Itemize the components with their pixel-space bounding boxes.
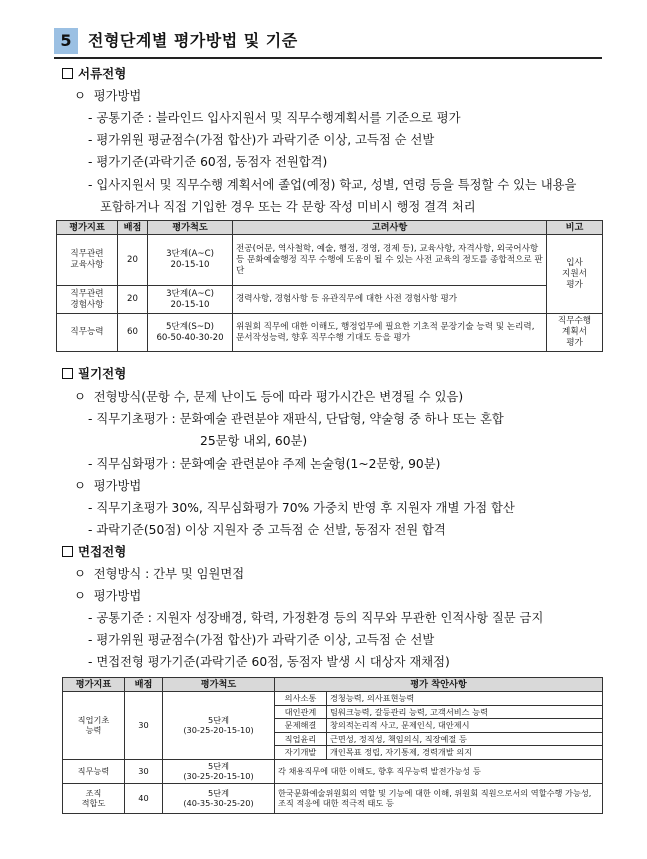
table-row bbox=[57, 235, 603, 286]
scale-cell: 3단계(A~C) 20-15-10 bbox=[148, 286, 233, 314]
interview-method-label: ㅇ 평가방법 bbox=[74, 589, 142, 603]
sub-criterion-cell: 직업윤리 bbox=[275, 732, 327, 746]
score-cell: 30 bbox=[125, 692, 163, 760]
written-deep-line: - 직무심화평가 : 문화예술 관련분야 주제 논술형(1~2문항, 90분) bbox=[88, 457, 441, 471]
section-divider bbox=[54, 57, 602, 59]
note-cell: 직무수행 계획서 평가 bbox=[547, 314, 603, 352]
column-header: 평가 착안사항 bbox=[275, 678, 603, 692]
written-heading: 필기전형 bbox=[62, 365, 126, 383]
table-header-row bbox=[57, 221, 603, 235]
column-header: 배점 bbox=[118, 221, 148, 235]
score-cell: 30 bbox=[125, 759, 163, 783]
criterion-desc-cell: 팀워크능력, 갈등관리 능력, 고객서비스 능력 bbox=[327, 705, 603, 719]
scale-cell: 5단계(S~D) 60-50-40-30-20 bbox=[148, 314, 233, 352]
doc-screening-heading: 서류전형 bbox=[62, 65, 126, 83]
sub-criterion-cell: 문제해결 bbox=[275, 719, 327, 733]
criterion-desc-cell: 한국문화예술위원회의 역할 및 기능에 대한 이해, 위원회 직원으로서의 역할수행 가능성, 조직 적응에 대한 적극적 태도 등 bbox=[275, 783, 603, 813]
column-header: 배점 bbox=[125, 678, 163, 692]
score-cell: 40 bbox=[125, 783, 163, 813]
consider-cell: 전공(어문, 역사철학, 예술, 행정, 경영, 경제 등), 교육사항, 자격사항, 외국어사항 등 문화예술행정 직무 수행에 도움이 될 수 있는 사전 교육의 정도를 종합적으로 판단 bbox=[233, 235, 547, 286]
sub-criterion-cell: 의사소통 bbox=[275, 692, 327, 706]
circle-bullet-icon: ㅇ bbox=[74, 567, 86, 581]
section-header bbox=[54, 28, 602, 58]
criterion-desc-cell: 창의적논리적 사고, 문제인식, 대안제시 bbox=[327, 719, 603, 733]
column-header: 평가지표 bbox=[57, 221, 118, 235]
table-header-row bbox=[63, 678, 603, 692]
written-method-label: ㅇ 평가방법 bbox=[74, 479, 142, 493]
score-cell: 60 bbox=[118, 314, 148, 352]
criterion-desc-cell: 각 채용직무에 대한 이해도, 향후 직무능력 발전가능성 등 bbox=[275, 759, 603, 783]
consider-cell: 경력사항, 경험사항 등 유관직무에 대한 사전 경험사항 평가 bbox=[233, 286, 547, 314]
indicator-cell: 직무능력 bbox=[57, 314, 118, 352]
section-number: 5 bbox=[54, 28, 78, 54]
circle-bullet-icon: ㅇ bbox=[74, 589, 86, 603]
indicator-cell: 직무능력 bbox=[63, 759, 125, 783]
criterion-desc-cell: 근면성, 정직성, 책임의식, 직장예절 등 bbox=[327, 732, 603, 746]
scale-cell: 3단계(A~C) 20-15-10 bbox=[148, 235, 233, 286]
section-title: 전형단계별 평가방법 및 기준 bbox=[88, 31, 298, 50]
criterion-desc-cell: 경청능력, 의사표현능력 bbox=[327, 692, 603, 706]
interview-heading: 면접전형 bbox=[62, 543, 126, 561]
indicator-cell: 직업기초 능력 bbox=[63, 692, 125, 760]
doc-screening-table bbox=[56, 220, 603, 352]
table-row bbox=[63, 692, 603, 706]
interview-item: - 공통기준 : 지원자 성장배경, 학력, 가정환경 등의 직무와 무관한 인적사항 질문 금지 bbox=[88, 611, 544, 625]
checkbox-square-icon bbox=[62, 546, 73, 557]
doc-item-continued: 포함하거나 직접 기입한 경우 또는 각 문항 작성 미비시 행정 결격 처리 bbox=[100, 200, 476, 214]
checkbox-square-icon bbox=[62, 368, 73, 379]
checkbox-square-icon bbox=[62, 68, 73, 79]
scale-cell: 5단계 (30-25-20-15-10) bbox=[163, 759, 275, 783]
table-row bbox=[63, 783, 603, 813]
written-basic-line: - 직무기초평가 : 문화예술 관련분야 재판식, 단답형, 약술형 중 하나 또는 혼합 bbox=[88, 412, 504, 426]
circle-bullet-icon: ㅇ bbox=[74, 390, 86, 404]
score-cell: 20 bbox=[118, 286, 148, 314]
column-header: 평가지표 bbox=[63, 678, 125, 692]
table-row bbox=[57, 286, 603, 314]
interview-item: - 면접전형 평가기준(과락기준 60점, 동점자 발생 시 대상자 재채점) bbox=[88, 655, 450, 669]
circle-bullet-icon: ㅇ bbox=[74, 479, 86, 493]
score-cell: 20 bbox=[118, 235, 148, 286]
indicator-cell: 직무관련 교육사항 bbox=[57, 235, 118, 286]
interview-method-line: ㅇ 전형방식 : 간부 및 임원면접 bbox=[74, 567, 245, 581]
indicator-cell: 조직 적합도 bbox=[63, 783, 125, 813]
doc-item: - 평가위원 평균점수(가점 합산)가 과락기준 이상, 고득점 순 선발 bbox=[88, 133, 435, 147]
written-item: - 직무기초평가 30%, 직무심화평가 70% 가중치 반영 후 지원자 개별 가점 합산 bbox=[88, 501, 515, 515]
circle-bullet-icon: ㅇ bbox=[74, 89, 86, 103]
written-method-line: ㅇ 전형방식(문항 수, 문제 난이도 등에 따라 평가시간은 변경될 수 있음) bbox=[74, 390, 464, 404]
doc-item: - 입사지원서 및 직무수행 계획서에 졸업(예정) 학교, 성별, 연령 등을 특정할 수 있는 내용을 bbox=[88, 178, 577, 192]
table-row bbox=[63, 759, 603, 783]
consider-cell: 위원회 직무에 대한 이해도, 행정업무에 필요한 기초적 문장기술 능력 및 논리력, 문서작성능력, 향후 직무수행 기대도 등을 평가 bbox=[233, 314, 547, 352]
doc-item: - 공통기준 : 블라인드 입사지원서 및 직무수행계획서를 기준으로 평가 bbox=[88, 111, 461, 125]
criterion-desc-cell: 개인목표 정립, 자기통제, 경력개발 의지 bbox=[327, 746, 603, 760]
scale-cell: 5단계 (40-35-30-25-20) bbox=[163, 783, 275, 813]
doc-method-label: ㅇ 평가방법 bbox=[74, 89, 142, 103]
sub-criterion-cell: 자기개발 bbox=[275, 746, 327, 760]
written-item: - 과락기준(50점) 이상 지원자 중 고득점 순 선발, 동점자 전원 합격 bbox=[88, 523, 446, 537]
written-basic-line-continued: 25문항 내외, 60분) bbox=[200, 434, 308, 448]
doc-item: - 평가기준(과락기준 60점, 동점자 전원합격) bbox=[88, 155, 328, 169]
interview-item: - 평가위원 평균점수(가점 합산)가 과락기준 이상, 고득점 순 선발 bbox=[88, 633, 435, 647]
column-header: 평가척도 bbox=[163, 678, 275, 692]
table-row bbox=[57, 314, 603, 352]
sub-criterion-cell: 대인관계 bbox=[275, 705, 327, 719]
column-header: 비고 bbox=[547, 221, 603, 235]
scale-cell: 5단계 (30-25-20-15-10) bbox=[163, 692, 275, 760]
column-header: 고려사항 bbox=[233, 221, 547, 235]
column-header: 평가척도 bbox=[148, 221, 233, 235]
note-cell: 입사 지원서 평가 bbox=[547, 235, 603, 314]
interview-table bbox=[62, 677, 603, 814]
indicator-cell: 직무관련 경험사항 bbox=[57, 286, 118, 314]
